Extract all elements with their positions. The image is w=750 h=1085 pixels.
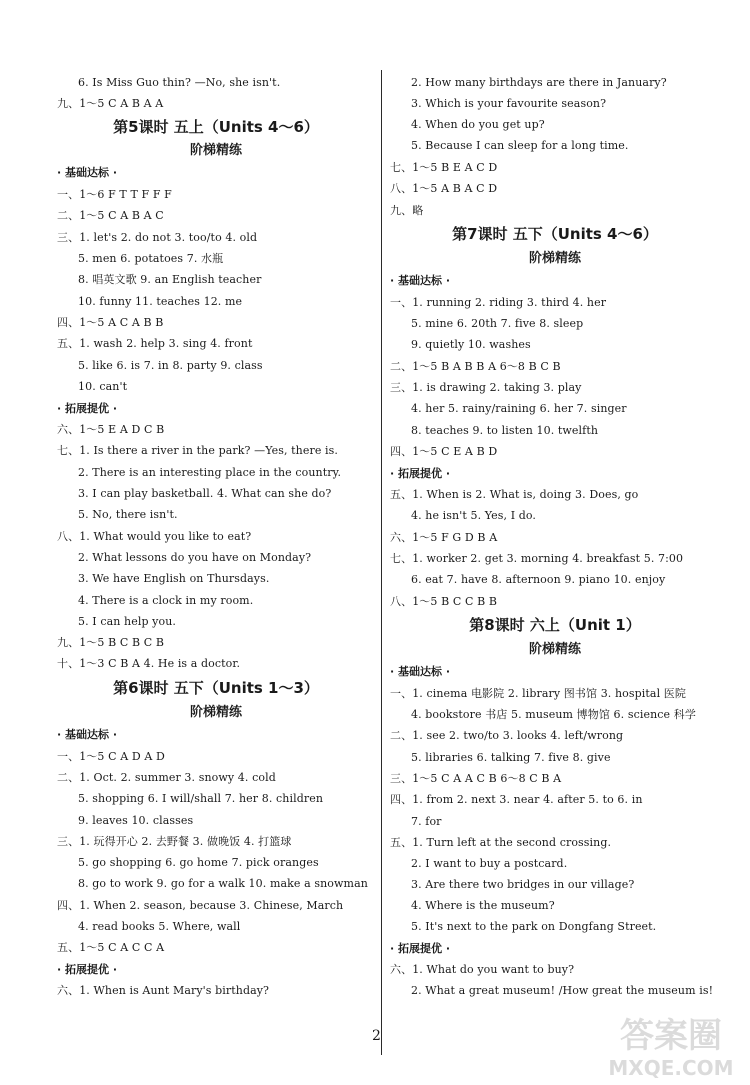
answer-line: 六、1～5 E A D C B [57,423,165,436]
answer-line: 2. How many birthdays are there in January? [411,76,667,89]
answer-line: 9. quietly 10. washes [411,338,531,351]
lesson-title: 第7课时 五下（Units 4～6） [452,225,658,243]
column-divider [381,70,382,1055]
answer-line: 5. No, there isn't. [78,508,178,521]
section-tag: · 基础达标 · [390,274,451,287]
answer-line: 3. We have English on Thursdays. [78,572,270,585]
answer-line: 二、1～5 C A B A C [57,209,164,222]
answer-line: 5. I can help you. [78,615,177,628]
answer-line: 5. men 6. potatoes 7. 水瓶 [78,252,224,265]
section-tag: · 拓展提优 · [57,402,118,415]
answer-line: 六、1. What do you want to buy? [390,963,575,976]
lesson-title: 第5课时 五上（Units 4～6） [113,118,319,136]
answer-line: 3. I can play basketball. 4. What can she do? [78,487,332,500]
answer-line: 4. read books 5. Where, wall [78,920,241,933]
watermark-domain: MXQE.COM [608,1056,734,1080]
answer-line: 6. Is Miss Guo thin? —No, she isn't. [78,76,281,89]
answer-line: 三、1～5 C A A C B 6～8 C B A [390,772,562,785]
answer-line: 五、1. When is 2. What is, doing 3. Does, go [390,488,639,501]
answer-line: 五、1. Turn left at the second crossing. [390,836,612,849]
answer-line: 四、1～5 A C A B B [57,316,164,329]
answer-line: 5. Because I can sleep for a long time. [411,139,629,152]
answer-line: 四、1. When 2. season, because 3. Chinese, March [57,899,344,912]
answer-line: 九、1～5 C A B A A [57,97,164,110]
answer-line: 八、1～5 A B A C D [390,182,498,195]
answer-line: 10. funny 11. teaches 12. me [78,295,243,308]
answer-line: 五、1～5 C A C C A [57,941,165,954]
section-tag: · 拓展提优 · [57,963,118,976]
answer-line: 二、1～5 B A B B A 6～8 B C B [390,360,561,373]
answer-line: 八、1. What would you like to eat? [57,530,252,543]
answer-line: 一、1. running 2. riding 3. third 4. her [390,296,607,309]
answer-line: 2. What a great museum! /How great the museum is! [411,984,714,997]
answer-line: 五、1. wash 2. help 3. sing 4. front [57,337,253,350]
answer-line: 七、1. Is there a river in the park? —Yes, there is. [57,444,338,457]
answer-line: 4. There is a clock in my room. [78,594,254,607]
answer-line: 2. There is an interesting place in the country. [78,466,342,479]
answer-line: 5. libraries 6. talking 7. five 8. give [411,751,611,764]
answer-line: 8. 唱英文歌 9. an English teacher [78,273,262,286]
section-heading: 阶梯精练 [528,251,581,266]
answer-line: 三、1. is drawing 2. taking 3. play [390,381,582,394]
answer-line: 四、1. from 2. next 3. near 4. after 5. to 6. in [390,793,643,806]
answer-line: 4. bookstore 书店 5. museum 博物馆 6. science 科学 [411,708,696,721]
section-heading: 阶梯精练 [189,143,242,158]
answer-line: 四、1～5 C E A B D [390,445,498,458]
section-tag: · 基础达标 · [57,166,118,179]
answer-line: 2. What lessons do you have on Monday? [78,551,312,564]
answer-line: 4. When do you get up? [411,118,545,131]
answer-line: 九、1～5 B C B C B [57,636,165,649]
answer-line: 九、略 [390,204,424,217]
answer-line: 9. leaves 10. classes [78,814,194,827]
answer-line: 六、1. When is Aunt Mary's birthday? [57,984,270,997]
answer-line: 4. her 5. rainy/raining 6. her 7. singer [411,402,627,415]
lesson-title: 第8课时 六上（Unit 1） [469,616,641,634]
answer-line: 3. Are there two bridges in our village? [411,878,635,891]
answer-line: 七、1～5 B E A C D [390,161,498,174]
answer-line: 十、1～3 C B A 4. He is a doctor. [57,657,241,670]
section-tag: · 拓展提优 · [390,942,451,955]
lesson-title: 第6课时 五下（Units 1～3） [113,679,319,697]
answer-line: 二、1. Oct. 2. summer 3. snowy 4. cold [57,771,276,784]
section-tag: · 基础达标 · [390,665,451,678]
answer-line: 4. Where is the museum? [411,899,555,912]
answer-line: 三、1. let's 2. do not 3. too/to 4. old [57,231,258,244]
answer-line: 七、1. worker 2. get 3. morning 4. breakfast 5. 7:00 [390,552,684,565]
watermark-logo-icon [596,1003,746,1081]
answer-line: 10. can't [78,380,128,393]
answer-line: 7. for [411,815,442,828]
answer-line: 5. mine 6. 20th 7. five 8. sleep [411,317,584,330]
answer-line: 8. go to work 9. go for a walk 10. make a snowman [78,877,368,890]
answer-line: 二、1. see 2. two/to 3. looks 4. left/wrong [390,729,624,742]
page-number: 2 [372,1028,381,1044]
section-tag: · 基础达标 · [57,728,118,741]
answer-line: 8. teaches 9. to listen 10. twelfth [411,424,599,437]
answer-line: 6. eat 7. have 8. afternoon 9. piano 10. enjoy [411,573,666,586]
answer-line: 5. It's next to the park on Dongfang Street. [411,920,657,933]
answer-line: 一、1. cinema 电影院 2. library 图书馆 3. hospital 医院 [390,687,686,700]
answer-line: 六、1～5 F G D B A [390,531,498,544]
answer-line: 5. shopping 6. I will/shall 7. her 8. children [78,792,324,805]
answer-line: 2. I want to buy a postcard. [411,857,568,870]
answer-line: 3. Which is your favourite season? [411,97,607,110]
answer-line: 5. go shopping 6. go home 7. pick oranges [78,856,319,869]
watermark-text: 答案圈 [620,1016,722,1056]
answer-line: 4. he isn't 5. Yes, I do. [411,509,537,522]
answer-line: 八、1～5 B C C B B [390,595,498,608]
answer-line: 5. like 6. is 7. in 8. party 9. class [78,359,263,372]
section-heading: 阶梯精练 [189,705,242,720]
answer-line: 三、1. 玩得开心 2. 去野餐 3. 做晚饭 4. 打篮球 [57,835,292,848]
answer-line: 一、1～5 C A D A D [57,750,165,763]
section-heading: 阶梯精练 [528,642,581,657]
answer-line: 一、1～6 F T T F F F [57,188,172,201]
section-tag: · 拓展提优 · [390,467,451,480]
